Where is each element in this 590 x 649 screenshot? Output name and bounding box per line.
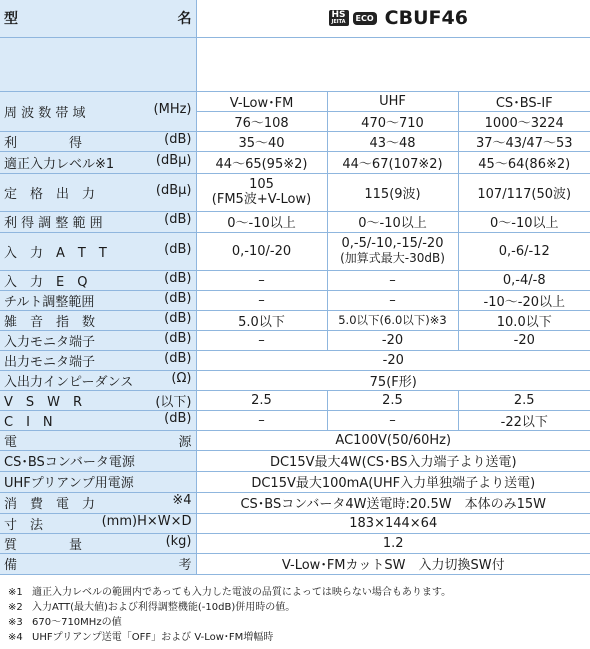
table-row: 定 格 出 力 (dBμ) 105 (FM5波+V-Low) 115(9波) 107/117(50波)	[0, 173, 590, 211]
model-label-right: 名	[177, 11, 192, 28]
table-row: 周 波 数 帯 域 (MHz) V-Low･FM UHF CS･BS-IF	[0, 91, 590, 111]
product-image-row	[0, 37, 590, 91]
table-row: 利 得 (dB) 35～40 43～48 37～43/47～53	[0, 131, 590, 151]
table-row: UHFプリアンプ用電源 DC15V最大100mA(UHF入力単独端子より送電)	[0, 471, 590, 492]
table-row: V S W R (以下) 2.5 2.5 2.5	[0, 390, 590, 410]
table-row: 76～108 470～710 1000～3224	[0, 111, 590, 131]
table-row: 備 考 V-Low･FMカットSW 入力切換SW付	[0, 553, 590, 574]
table-row: 入 力 E Q (dB) – – 0,-4/-8	[0, 270, 590, 290]
footnote: ※1 適正入力レベルの範囲内であっても入力した電波の品質によっては映らない場合もあります。	[8, 587, 452, 598]
model-name: CBUF46	[384, 7, 468, 30]
table-row: 電 源 AC100V(50/60Hz)	[0, 430, 590, 450]
table-row: 利 得 調 整 範 囲 (dB) 0～-10以上 0～-10以上 0～-10以上	[0, 211, 590, 232]
table-row: CS･BSコンバータ電源 DC15V最大4W(CS･BS入力端子より送電)	[0, 450, 590, 471]
eco-logo: ECO	[353, 12, 377, 25]
table-row: 入力モニタ端子 (dB) – -20 -20	[0, 330, 590, 350]
footnotes	[8, 585, 451, 645]
table-row: 質 量 (kg) 1.2	[0, 533, 590, 553]
column-header-uhf: UHF	[327, 91, 458, 111]
footnote: ※2 入力ATT(最大値)および利得調整機能(-10dB)併用時の値。	[8, 602, 296, 613]
table-row: 寸 法 (mm)H×W×D 183×144×64	[0, 513, 590, 533]
table-row: 出力モニタ端子 (dB) -20	[0, 350, 590, 370]
footnote: ※3 670～710MHzの値	[8, 617, 122, 628]
table-row: 消 費 電 力 ※4 CS･BSコンバータ4W送電時:20.5W 本体のみ15W	[0, 492, 590, 513]
hs-jeita-logo: HS JEITA	[329, 10, 349, 26]
table-row: 適正入力レベル※1 (dBμ) 44～65(95※2) 44～67(107※2) 45～64(86※2)	[0, 151, 590, 173]
model-label-left: 型	[4, 11, 18, 28]
table-row: C I N (dB) – – -22以下	[0, 410, 590, 430]
table-row: チルト調整範囲 (dB) – – -10～-20以上	[0, 290, 590, 310]
table-row: 雑 音 指 数 (dB) 5.0以下 5.0以下(6.0以下)※3 10.0以下	[0, 310, 590, 330]
footnote: ※4 UHFプリアンプ送電「OFF」および V-Low･FM増幅時	[8, 632, 274, 643]
table-row: 入出力インピーダンス (Ω) 75(F形)	[0, 370, 590, 390]
column-header-vlow-fm: V-Low･FM	[196, 91, 327, 111]
model-title	[201, 7, 587, 29]
model-row	[0, 0, 590, 37]
table-row: 入 力 A T T (dB) 0,-10/-20 0,-5/-10,-15/-20 (加算式最大-30dB) 0,-6/-12	[0, 232, 590, 270]
column-header-csbs: CS･BS-IF	[458, 91, 590, 111]
